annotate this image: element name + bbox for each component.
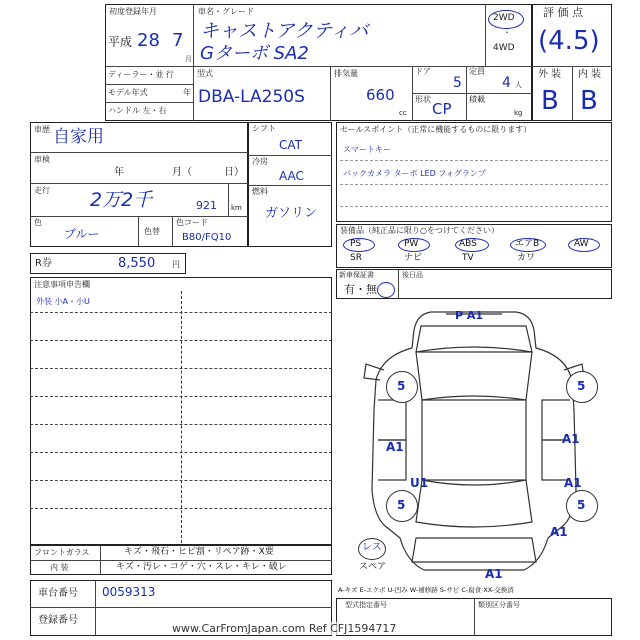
inspection-label: 車検 [34,155,50,164]
recycle-box [30,253,186,274]
cc-value: 660 [366,86,395,104]
form-label-2: 類別区分番号 [478,601,520,609]
equip-leather: カワ [517,253,536,263]
damage-wheel-lr: 5 [397,498,406,512]
door-value: 5 [453,75,462,91]
damage-legend: A-キズ E-エクボ U-凹み W-補修跡 S-サビ C-腐食 XX-交換済 [338,586,514,594]
reg-year: 28 [137,30,160,51]
ext-grade: B [541,86,559,116]
int-grade: B [580,86,598,116]
fuel-label: 燃料 [252,187,268,196]
equip-aw: AW [574,239,589,249]
inspection-year: 年 [114,167,124,178]
damage-front-top: P A1 [455,309,484,322]
equip-sr: SR [350,253,362,263]
equip-pw: PW [404,239,419,249]
score-value: (4.5) [538,26,600,56]
notes-title: 注意事項申告欄 [34,280,90,289]
damage-wheel-rf: 5 [577,379,586,393]
front-glass-text: キズ・飛石・ヒビ割・リペア跡・X要 [124,547,274,557]
damage-bottom: A1 [485,567,503,581]
watermark: www.CarFromJapan.com Ref CFJ1594717 [172,622,397,635]
notes-line1: 外装 小A・小U [36,297,90,306]
damage-left-mid: A1 [386,440,404,454]
warranty-label: 新車保証書 [339,271,374,279]
warranty-box [336,269,612,299]
shift-label: シフト [252,124,276,133]
cc-label: 排気量 [334,69,358,78]
interior-text: キズ・汚レ・コゲ・穴・スレ・キレ・破レ [116,562,287,572]
warranty-value: 有・無 [344,283,377,296]
mileage-value: 2万2千 [90,189,153,211]
reg-era: 平成 [108,35,133,49]
damage-rear-right: A1 [550,525,568,539]
recycle-label: R券 [35,258,52,269]
seats-unit: 人 [515,81,522,89]
int-label: 内 装 [578,69,602,80]
inspection-day: 日） [224,167,244,178]
damage-wheel-rr: 5 [577,498,586,512]
dealer-label: ディーラー・並 行 [108,70,174,79]
ext-label: 外 装 [538,69,562,80]
equip-airbag: エアB [515,239,540,249]
color-change-label: 色替 [144,227,160,236]
load-label: 積載 [469,95,485,104]
model-year-unit: 年 [183,88,191,97]
equip-ps: PS [350,239,362,249]
mileage-small: 921 [196,199,217,212]
damage-wheel-lf: 5 [397,379,406,393]
warranty-circle [377,282,395,298]
seats-value: 4 [502,75,511,91]
recycle-unit: 円 [172,260,180,269]
shape-value: CP [432,100,452,118]
car-name: キャストアクティバ [200,20,369,42]
ac-value: AAC [279,169,304,183]
chassis-value: 0059313 [102,585,156,599]
recycle-value: 8,550 [118,256,156,271]
spare-label: スペア [359,562,387,572]
sales-point-line1: スマートキー [343,145,391,154]
color-value: ブルー [64,227,100,241]
type-value: DBA-LA250S [198,87,305,107]
use-value: 自家用 [53,127,104,147]
mileage-unit: km [231,204,242,212]
registration-label: 登録番号 [38,615,78,626]
fuel-value: ガソリン [265,206,318,221]
cc-unit: cc [399,109,407,117]
reg-date-label: 初度登録年月 [109,7,157,16]
sales-point-line2: バックカメラ ターボ LED フォグランプ [343,169,486,178]
reg-month-unit: 月 [185,55,192,63]
color-label: 色 [34,218,42,227]
shift-value: CAT [279,138,302,152]
equip-tv: TV [462,253,474,263]
equip-navi: ナビ [404,253,423,263]
damage-right-mid: A1 [562,432,580,446]
drive-4wd: 4WD [493,43,515,53]
drive-2wd: 2WD [493,13,515,23]
record-label: 後日品 [402,271,423,279]
equip-abs: ABS [459,239,477,249]
chassis-label: 車台番号 [38,588,78,599]
type-label: 型式 [197,69,213,78]
equipment-title: 装備品（純正品に限り○をつけてください） [340,226,499,235]
damage-right-rear-a: A1 [564,476,582,490]
sales-points-title: セールスポイント（正常に機能するものに限ります） [340,125,532,134]
use-label: 車歴 [34,125,50,134]
interior-label: 内 装 [50,563,69,572]
mileage-label: 走行 [34,186,50,195]
seats-label: 定員 [469,67,485,76]
ac-label: 冷房 [252,157,268,166]
reg-month: 7 [172,30,184,51]
spare-mark: レス [362,542,382,553]
front-glass-label: フロントガラス [34,548,90,557]
model-year-label: モデル年式 [108,88,148,97]
damage-left-u: U1 [410,476,429,490]
door-label: ドア [415,67,431,76]
color-code-value: B80/FQ10 [182,232,232,243]
form-label-1: 型式指定番号 [345,601,387,609]
shape-label: 形状 [415,95,431,104]
load-unit: kg [514,109,523,117]
inspection-month: 月（ [172,167,192,178]
score-label: 評 価 点 [543,6,583,19]
handle-label: ハンドル 左・右 [108,106,167,115]
car-grade: Gターボ SA2 [200,43,309,64]
color-code-label: 色コード [176,218,208,227]
car-name-label: 車名・グレード [198,7,254,16]
